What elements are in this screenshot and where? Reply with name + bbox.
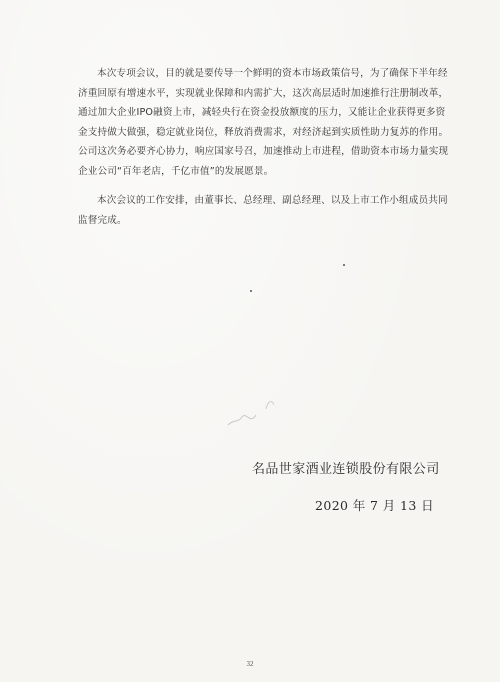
body-paragraph-1: [78, 64, 449, 182]
company-name: 名品世家酒业连锁股份有限公司: [252, 462, 440, 477]
paragraph-line: 济重回原有增速水平，实现就业保障和内需扩大，这次高层适时加速推行注册制改革，: [78, 87, 449, 99]
paragraph-line: 企业公司“百年老店，千亿市值”的发展愿景。: [78, 165, 274, 177]
scan-speck: [343, 264, 345, 266]
page-number: 32: [246, 660, 254, 668]
paragraph-line: 本次专项会议，目的就是要传导一个鲜明的资本市场政策信号，为了确保下半年经: [97, 68, 448, 79]
paragraph-line: 公司这次务必要齐心协力，响应国家号召，加速推动上市进程，借助资本市场力量实现: [78, 146, 449, 158]
document-date: 2020 年 7 月 13 日: [315, 498, 435, 513]
body-paragraph-2: [78, 191, 448, 230]
paragraph-line: 本次会议的工作安排，由董事长、总经理、副总经理、以及上市工作小组成员共同: [97, 195, 448, 206]
paragraph-line: 监督完成。: [78, 214, 127, 226]
faint-mark: [220, 395, 290, 435]
paragraph-line: 通过加大企业IPO融资上市，减轻央行在资金投放额度的压力，又能让企业获得更多资: [78, 107, 446, 119]
scan-speck: [250, 290, 252, 292]
paragraph-line: 金支持做大做强，稳定就业岗位，释放消费需求，对经济起到实质性助力复苏的作用。: [78, 126, 449, 138]
